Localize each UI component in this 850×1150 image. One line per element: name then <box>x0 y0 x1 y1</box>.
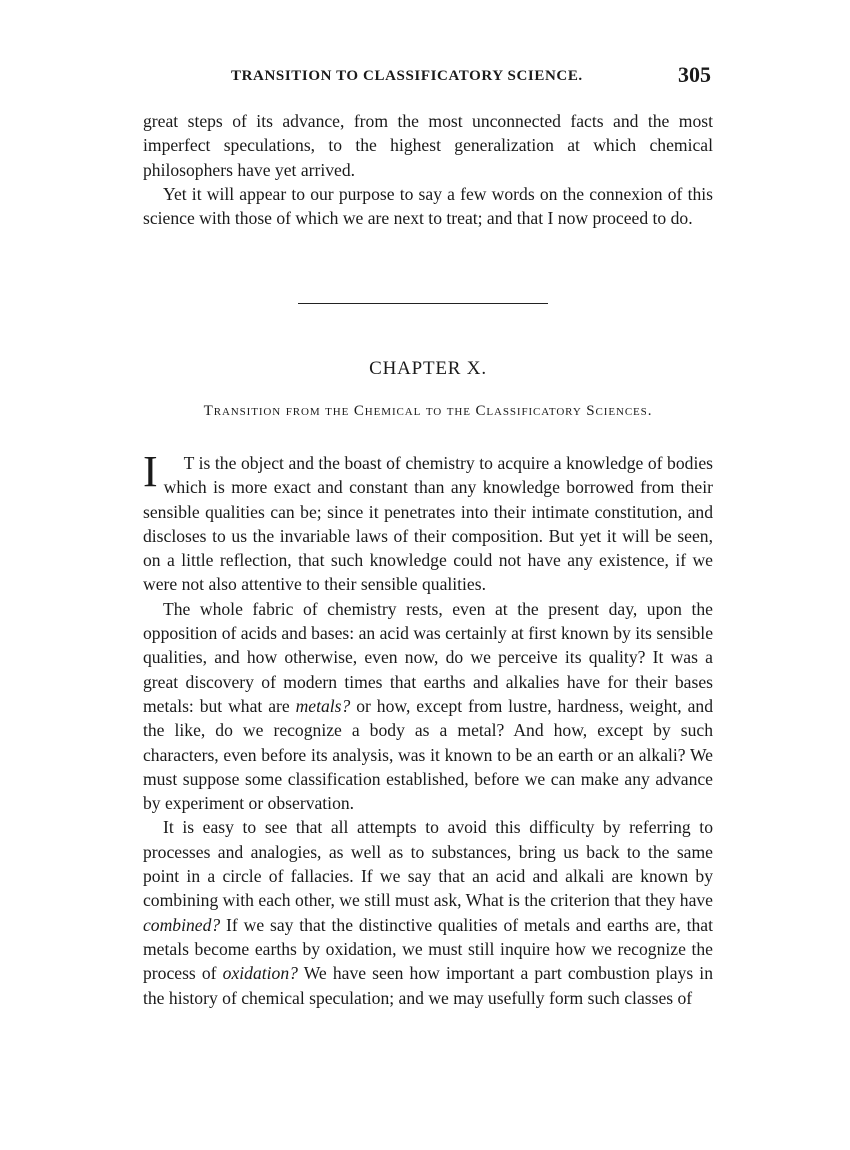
paragraph-text: We have seen how important a part combustion plays in the history of chemical speculation; and we may usefully form such classes of <box>143 963 713 1008</box>
paragraph: great steps of its advance, from the most unconnected facts and the most imperfect speculations, to the highest generalization at which chemical philosophers have yet arrived. <box>143 111 713 180</box>
running-head <box>143 62 711 92</box>
paragraph-text: It is easy to see that all attempts to avoid this difficulty by referring to processes and analogies, as well as to substances, bring us back to the same point in a circle of fallacies. If we say that an acid and alkali are known by combining with each other, we still must ask, What is the criterion that they have <box>143 817 713 911</box>
page-number: 305 <box>678 62 711 87</box>
drop-cap: I <box>143 447 158 496</box>
paragraph <box>143 815 713 1009</box>
emphasis: metals? <box>295 695 351 716</box>
emphasis: combined? <box>143 914 221 935</box>
paragraph-text: If we say that the distinctive qualities of metals and earths are, that metals become earths by oxidation, we must still inquire how we recognize the process of <box>143 914 713 984</box>
running-title: TRANSITION TO CLASSIFICATORY SCIENCE. <box>231 68 583 84</box>
chapter-heading: CHAPTER X. <box>369 358 487 379</box>
section-divider <box>298 303 548 304</box>
paragraph-text: T is the object and the boast of chemistry to acquire a knowledge of bodies which is more exact and constant than any knowledge borrowed from their sensible qualities can be; since it penetrates into their intimate constitution, and discloses to us the invariable laws of their composition. But yet it will be seen, on a little reflection, that such knowledge could not have any existence, if we were not also attentive to their sensible qualities. <box>143 453 713 595</box>
chapter-subtitle: Transition from the Chemical to the Classificatory Sciences. <box>203 403 653 419</box>
paragraph-text: The whole fabric of chemistry rests, even at the present day, upon the opposition of acids and bases: an acid was certainly at first known by its sensible qualities, and how otherwise, even now, do we perceive its quality? It was a great discovery of modern times that earths and alkalies have for their bases metals: but what are <box>143 598 713 716</box>
paragraph-text: or how, except from lustre, hardness, weight, and the like, do we recognize a body as a metal? And how, except by such characters, even before its analysis, was it known to be an earth or an alkali? We must suppose some classification established, before we can make any advance by experiment or observation. <box>143 695 713 814</box>
paragraph <box>143 447 713 597</box>
emphasis: oxidation? <box>222 963 298 984</box>
paragraph <box>143 597 713 816</box>
chapter-body <box>143 447 713 1010</box>
intro-text <box>143 109 713 230</box>
paragraph: Yet it will appear to our purpose to say a few words on the connexion of this science with those of which we are next to treat; and that I now proceed to do. <box>143 183 713 229</box>
